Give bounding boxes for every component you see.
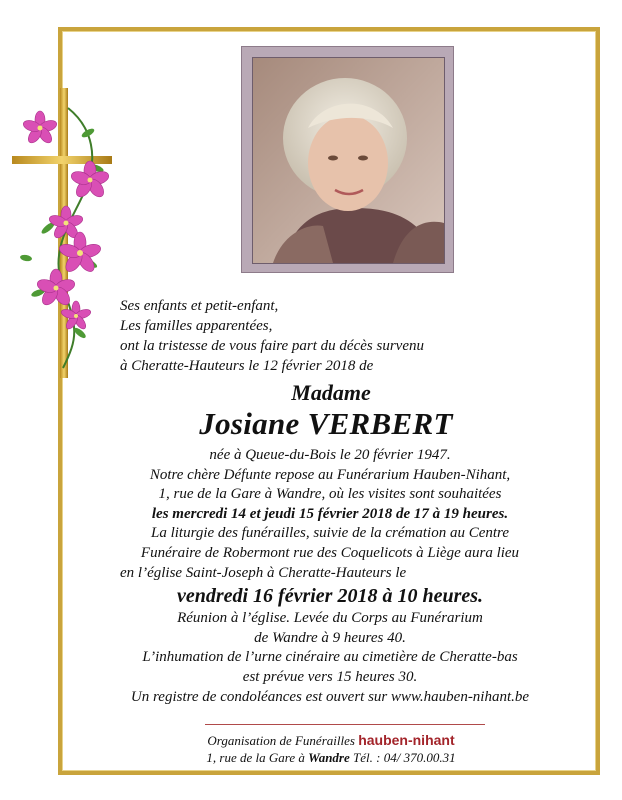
condolence-register: Un registre de condoléances est ouvert sur www.hauben-nihant.be: [130, 688, 530, 705]
address-prefix: 1, rue de la Gare à: [206, 750, 305, 765]
body-line: Funéraire de Robermont rue des Coquelicots à Liège aura lieu: [140, 544, 520, 561]
intro-line: ont la tristesse de vous faire part du décès survenu: [120, 338, 424, 354]
body-line: Notre chère Défunte repose au Funérarium Hauben-Nihant,: [149, 466, 511, 483]
funeral-date: vendredi 16 février 2018 à 10 heures.: [176, 585, 484, 608]
body-line: de Wandre à 9 heures 40.: [254, 629, 406, 646]
body-line: en l’église Saint-Joseph à Cheratte-Hauteurs le: [120, 564, 407, 581]
organisation-prefix: Organisation de Funérailles: [207, 733, 355, 748]
body-line: L’inhumation de l’urne cinéraire au cimetière de Cheratte-bas: [142, 649, 518, 666]
cross-with-pink-flowers-icon: [8, 88, 118, 388]
intro-text: [120, 296, 580, 376]
address-city: Wandre: [308, 750, 350, 765]
body-line: Réunion à l’église. Levée du Corps au Funérarium: [177, 610, 483, 627]
intro-line: à Cheratte-Hauteurs le 12 février 2018 de: [120, 358, 374, 374]
intro-line: Ses enfants et petit-enfant,: [120, 298, 279, 314]
honorific: Madame: [291, 380, 371, 405]
intro-line: Les familles apparentées,: [120, 318, 273, 334]
body-line: est prévue vers 15 heures 30.: [242, 668, 418, 685]
portrait-frame: [241, 46, 454, 273]
organisation-line: [0, 732, 622, 749]
footer-divider: [205, 724, 485, 725]
brand-logo-text: hauben-nihant: [358, 732, 455, 748]
telephone: Tél. : 04/ 370.00.31: [353, 750, 456, 765]
deceased-name: Josiane VERBERT: [199, 406, 453, 441]
announcement-body: [60, 446, 600, 707]
visiting-hours: les mercredi 14 et jeudi 15 février 2018 de 17 à 19 heures.: [151, 505, 509, 522]
body-line: La liturgie des funérailles, suivie de la crémation au Centre: [150, 525, 509, 542]
address-line: [0, 750, 622, 766]
portrait-photo: [252, 57, 445, 264]
body-line: 1, rue de la Gare à Wandre, où les visites sont souhaitées: [158, 486, 502, 503]
body-line: née à Queue-du-Bois le 20 février 1947.: [209, 447, 451, 463]
